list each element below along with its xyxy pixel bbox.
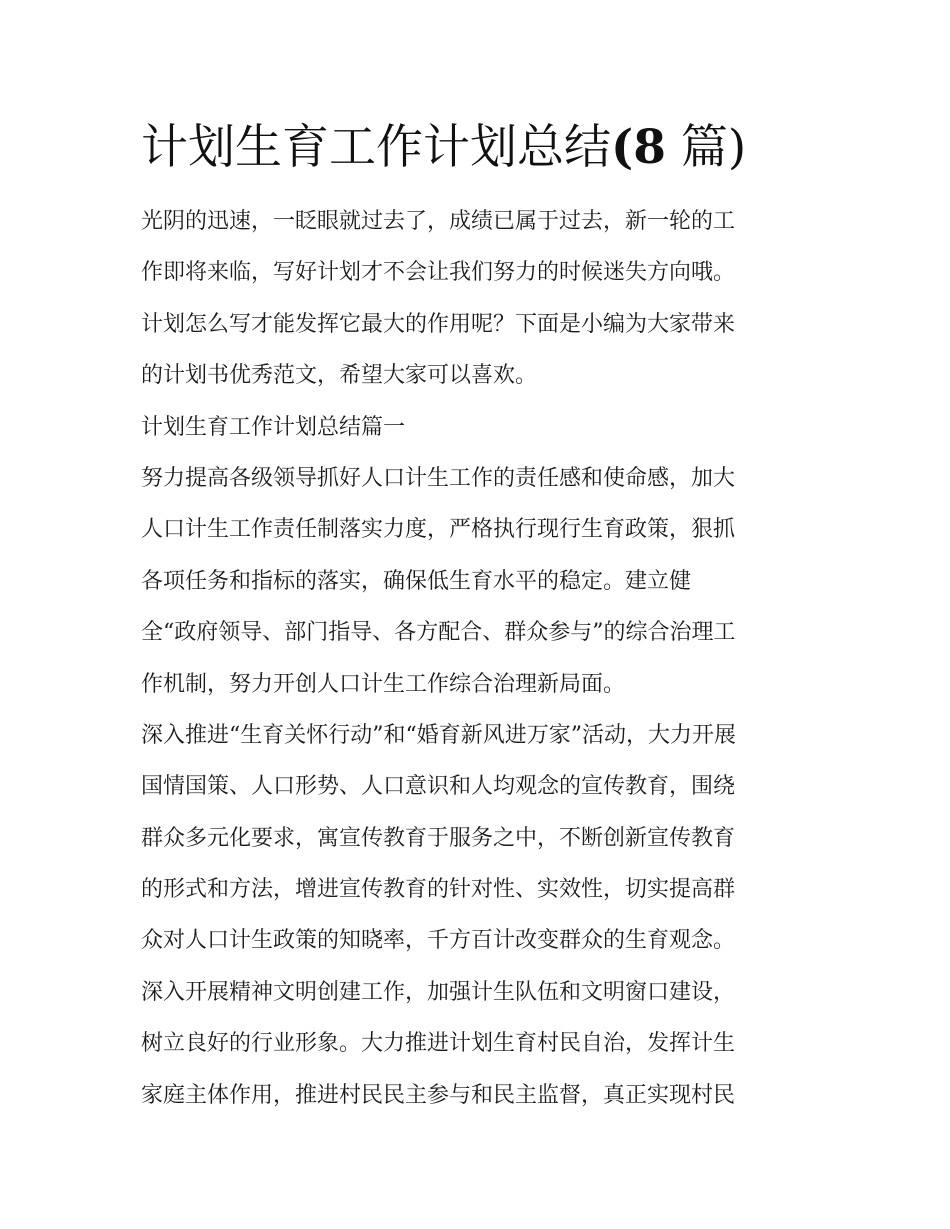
text-line: 的形式和方法，增进宣传教育的针对性、实效性，切实提高群 <box>141 877 736 903</box>
document-body <box>141 196 813 1121</box>
text-line: 深入开展精神文明创建工作，加强计生队伍和文明窗口建设， <box>141 979 736 1005</box>
text-line: 努力提高各级领导抓好人口计生工作的责任感和使命感，加大 <box>141 465 736 491</box>
text-line: 光阴的迅速，一眨眼就过去了，成绩已属于过去，新一轮的工 <box>141 209 736 234</box>
document-title <box>141 116 841 180</box>
text-line: 作机制，努力开创人口计生工作综合治理新局面。 <box>141 671 626 697</box>
text-line: 的计划书优秀范文，希望大家可以喜欢。 <box>141 363 538 389</box>
text-line: 众对人口计生政策的知晓率，千方百计改变群众的生育观念。 <box>141 928 736 954</box>
text-line: 作即将来临，写好计划才不会让我们努力的时候迷失方向哦。 <box>141 260 736 286</box>
text-line: 各项任务和指标的落实，确保低生育水平的稳定。建立健 <box>141 568 692 594</box>
title-main: 计划生育工作计划总结 <box>141 120 611 175</box>
text-line: 计划怎么写才能发挥它最大的作用呢？下面是小编为大家带来 <box>141 311 736 337</box>
text-line: 人口计生工作责任制落实力度，严格执行现行生育政策，狠抓 <box>141 517 736 543</box>
text-line: 群众多元化要求，寓宣传教育于服务之中，不断创新宣传教育 <box>141 825 736 851</box>
section-heading: 计划生育工作计划总结篇一 <box>141 414 406 440</box>
title-suffix: 篇) <box>665 120 747 175</box>
text-line: 深入推进“生育关怀行动”和“婚育新风进万家”活动，大力开展 <box>141 722 736 748</box>
text-line: 树立良好的行业形象。大力推进计划生育村民自治，发挥计生 <box>141 1031 736 1057</box>
text-line: 国情国策、人口形势、人口意识和人均观念的宣传教育，围绕 <box>141 774 736 800</box>
text-line: 家庭主体作用，推进村民民主参与和民主监督，真正实现村民 <box>141 1082 736 1108</box>
title-count: (8 <box>611 120 666 175</box>
text-line: 全“政府领导、部门指导、各方配合、群众参与”的综合治理工 <box>141 620 736 646</box>
